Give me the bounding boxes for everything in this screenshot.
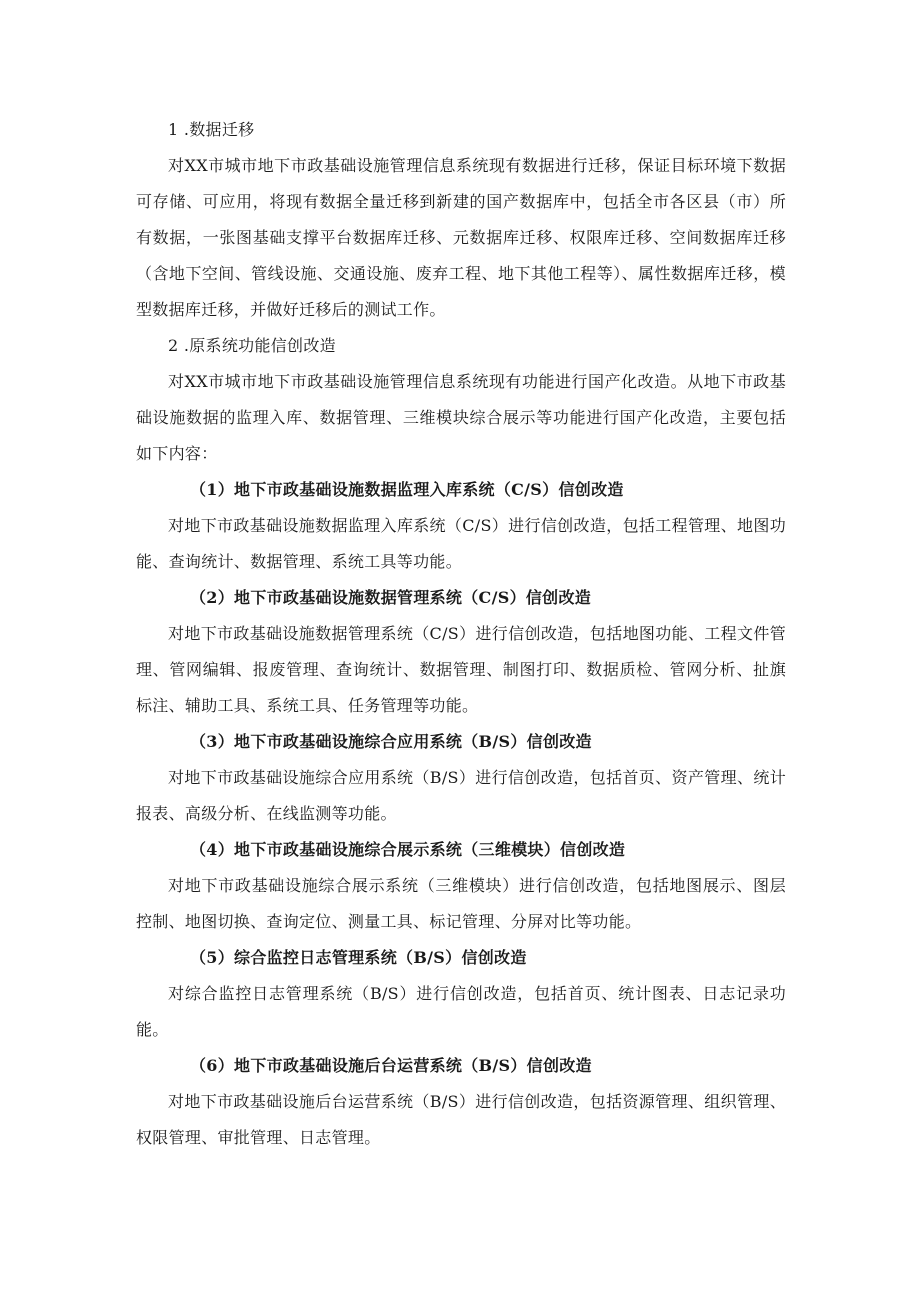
item-body-4: 对地下市政基础设施综合展示系统（三维模块）进行信创改造，包括地图展示、图层控制、地图切换、查询定位、测量工具、标记管理、分屏对比等功能。	[136, 876, 786, 931]
item-title-3: （3）地下市政基础设施综合应用系统（B/S）信创改造	[190, 732, 592, 751]
item-body-6: 对地下市政基础设施后台运营系统（B/S）进行信创改造，包括资源管理、组织管理、权限管理、审批管理、日志管理。	[136, 1092, 786, 1147]
section-heading-data-migration: 1 .数据迁移	[168, 120, 255, 139]
item-body-1: 对地下市政基础设施数据监理入库系统（C/S）进行信创改造，包括工程管理、地图功能、查询统计、数据管理、系统工具等功能。	[136, 516, 786, 571]
item-title-4: （4）地下市政基础设施综合展示系统（三维模块）信创改造	[190, 840, 626, 859]
item-body-2: 对地下市政基础设施数据管理系统（C/S）进行信创改造，包括地图功能、工程文件管理、管网编辑、报废管理、查询统计、数据管理、制图打印、数据质检、管网分析、扯旗标注、辅助工具、系统工具、任务管理等功能。	[136, 624, 786, 715]
item-title-6: （6）地下市政基础设施后台运营系统（B/S）信创改造	[190, 1056, 592, 1075]
item-title-2: （2）地下市政基础设施数据管理系统（C/S）信创改造	[190, 588, 592, 607]
item-title-5: （5）综合监控日志管理系统（B/S）信创改造	[190, 948, 527, 967]
section-body-system-transformation: 对XX市城市地下市政基础设施管理信息系统现有功能进行国产化改造。从地下市政基础设施数据的监理入库、数据管理、三维模块综合展示等功能进行国产化改造，主要包括如下内容：	[136, 372, 786, 463]
item-title-1: （1）地下市政基础设施数据监理入库系统（C/S）信创改造	[190, 480, 624, 499]
item-body-3: 对地下市政基础设施综合应用系统（B/S）进行信创改造，包括首页、资产管理、统计报表、高级分析、在线监测等功能。	[136, 768, 786, 823]
item-body-5: 对综合监控日志管理系统（B/S）进行信创改造，包括首页、统计图表、日志记录功能。	[136, 984, 786, 1039]
section-heading-system-transformation: 2 .原系统功能信创改造	[168, 336, 336, 355]
section-body-data-migration: 对XX市城市地下市政基础设施管理信息系统现有数据进行迁移，保证目标环境下数据可存储、可应用，将现有数据全量迁移到新建的国产数据库中，包括全市各区县（市）所有数据，一张图基础支撑平台数据库迁移、元数据库迁移、权限库迁移、空间数据库迁移（含地下空间、管线设施、交通设施、废弃工程、地下其他工程等）、属性数据库迁移，模型数据库迁移，并做好迁移后的测试工作。	[136, 156, 786, 319]
document-content	[136, 112, 786, 1156]
